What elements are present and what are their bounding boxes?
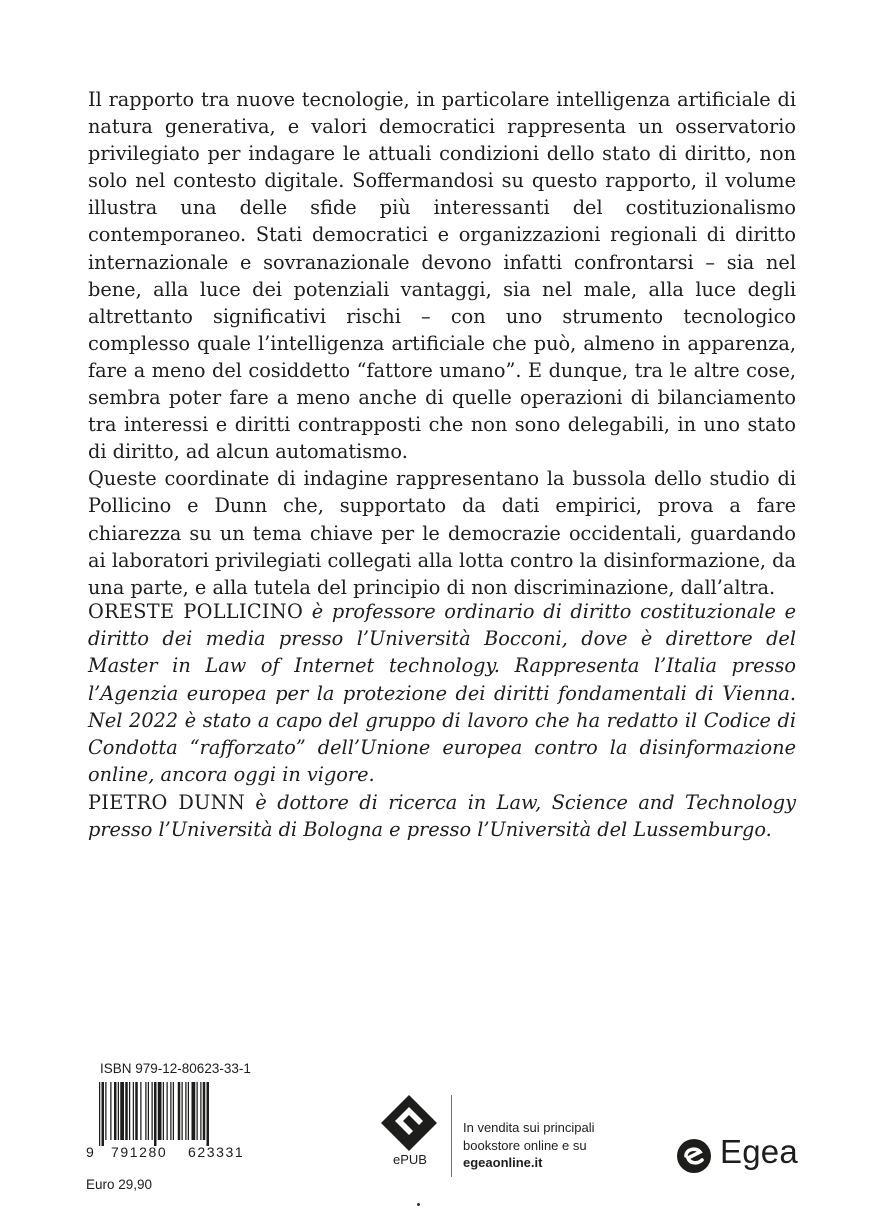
barcode-bar [133,1082,134,1140]
barcode-bar [125,1082,128,1140]
barcode-bar [197,1082,198,1140]
author-description: è professore ordinario di diritto costituzionale e diritto dei media presso l’Università Bocconi, dove è direttore del Master in Law of Internet technology. Rappresenta l’Italia presso l’Agenzia europea per la protezione dei diritti fondamentali di Vienna. Nel 2022 è stato a capo del gruppo di lavoro che ha redatto il Codice di Condotta “rafforzato” dell’Unione europea contro la disinformazione online, ancora oggi in vigore. [88,600,796,787]
barcode-bar [120,1082,124,1140]
barcode-bar [178,1082,181,1140]
barcode-bar [154,1082,157,1146]
barcode-digits-right: 623331 [188,1144,245,1160]
barcode-bar [188,1082,189,1140]
page-dot [417,1203,420,1206]
back-cover-blurb [88,86,796,601]
barcode-bar [110,1082,111,1140]
isbn-label: ISBN 979-12-80623-33-1 [100,1061,251,1076]
barcode-bar [207,1082,210,1146]
barcode-bar [129,1082,130,1140]
blurb-paragraph-2: Queste coordinate di indagine rappresentano la bussola dello studio di Pollicino e Dunn che, supportato da dati empirici, prova a fare chiarezza su un tema chiave per le democrazie occidentali, guardando ai laboratori privilegiati collegati alla lotta contro la disinformazione, da una parte, e alla tutela del principio di non discriminazione, dall’altra. [88,467,796,599]
author-name: PIETRO DUNN [88,791,245,814]
blurb-paragraph-1: Il rapporto tra nuove tecnologie, in particolare intelligenza artificiale di natura generativa, e valori democratici rappresenta un osservatorio privilegiato per indagare le attuali condizioni dello stato di diritto, non solo nel contesto digitale. Soffermandosi su questo rapporto, il volume illustra una delle sfide più interessanti del costituzionalismo contemporaneo. Stati democratici e organizzazioni regionali di diritto internazionale e sovranazionale devono infatti confrontarsi – sia nel bene, alla luce dei potenziali vantaggi, sia nel male, alla luce degli altrettanto significativi rischi – con uno strumento tecnologico complesso quale l’intelligenza artificiale che può, almeno in apparenza, fare a meno del cosiddetto “fattore umano”. E dunque, tra le altre cose, sembra poter fare a meno anche di quelle operazioni di bilanciamento tra interessi e diritti contrapposti che non sono delegabili, in uno stato di diritto, ad alcun automatismo. [88,88,796,464]
barcode-icon [99,1082,249,1146]
sale-info [463,1119,663,1172]
barcode-digit-lead: 9 [86,1144,94,1160]
sale-line-1: In vendita sui principali [463,1120,595,1135]
barcode-bar [192,1082,196,1140]
egea-logo-icon [676,1138,712,1174]
barcode-bar [170,1082,171,1140]
barcode-bar [185,1082,186,1140]
barcode-bar [140,1082,141,1140]
barcode-bar [135,1082,138,1140]
author-name: ORESTE POLLICINO [88,600,304,623]
barcode-bar [105,1082,106,1140]
author-description: è dottore di ricerca in Law, Science and Technology presso l’Università di Bologna e presso l’Università del Lussemburgo. [88,791,796,842]
barcode-bar [203,1082,206,1140]
vertical-divider [451,1095,452,1177]
sale-line-2: bookstore online e su [463,1137,587,1153]
barcode-bar [158,1082,162,1140]
barcode-bar [167,1082,168,1140]
barcode-bar [173,1082,174,1140]
barcode-bar [163,1082,164,1140]
publisher-name: Egea [720,1133,798,1170]
epub-label: ePUB [393,1152,427,1167]
author-bio-dunn [88,789,796,843]
epub-logo-icon [379,1093,439,1153]
barcode-bar [148,1082,149,1140]
barcode-bar [152,1082,153,1140]
price-label: Euro 29,90 [86,1177,153,1192]
barcode-bar [145,1082,146,1140]
barcode-digits-left: 791280 [111,1144,168,1160]
barcode-bar [182,1082,183,1140]
barcode-bar [114,1082,117,1140]
barcode-bar [200,1082,201,1140]
sale-website: egeaonline.it [463,1155,543,1170]
barcode-bar [102,1082,105,1146]
author-bio-pollicino [88,598,796,788]
barcode-bar [99,1082,100,1146]
barcode-bar [118,1082,119,1140]
